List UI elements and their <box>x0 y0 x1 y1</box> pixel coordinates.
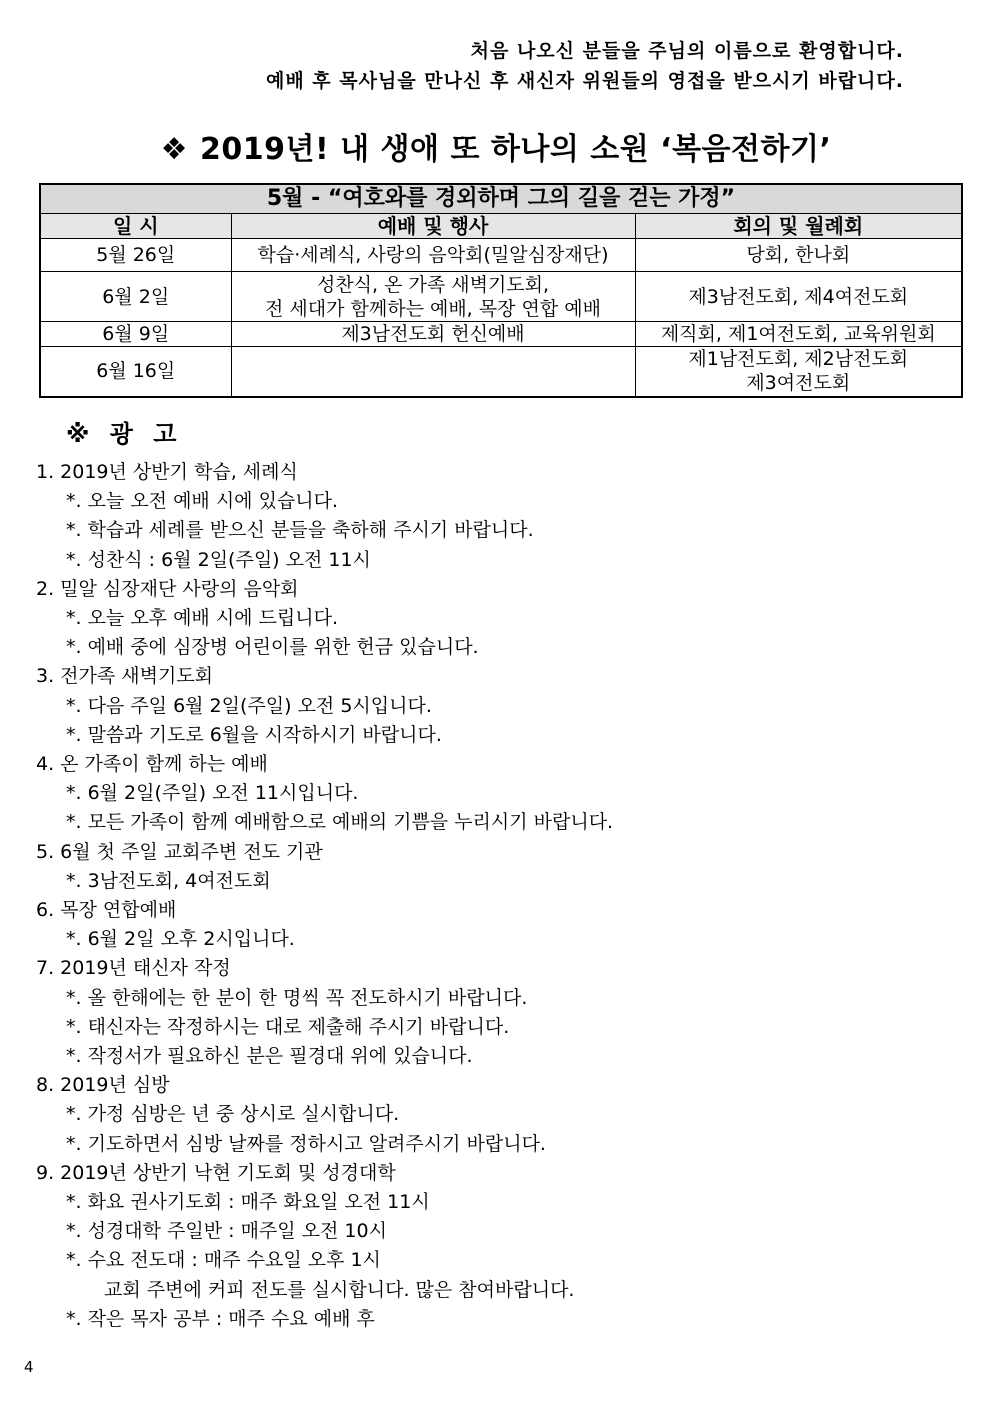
announcement-heading: 5. 6월 첫 주일 교회주변 전도 기관 <box>36 840 323 863</box>
row-meetings <box>635 239 962 272</box>
meeting-line: 제3남전도회, 제4여전도회 <box>688 285 909 308</box>
row-events <box>231 272 635 322</box>
announcement-item <box>36 575 966 663</box>
welcome-line-1: 처음 나오신 분들을 주님의 이름으로 환영합니다. <box>470 40 904 62</box>
meeting-line: 당회, 한나회 <box>746 244 851 266</box>
row-meetings <box>635 322 962 347</box>
announcement-detail: *. 오늘 오전 예배 시에 있습니다. <box>66 490 339 513</box>
announcement-item <box>36 458 966 575</box>
year-theme <box>0 124 992 168</box>
row-date: 6월 2일 <box>40 272 231 322</box>
event-line: 학습·세례식, 사랑의 음악회(밀알심장재단) <box>257 244 609 266</box>
announcement-heading: 3. 전가족 새벽기도회 <box>36 665 214 688</box>
announcements-list <box>36 458 966 1334</box>
event-line: 제3남전도회 헌신예배 <box>341 323 525 345</box>
diamond-bullet-icon: ❖ <box>160 132 189 167</box>
announcement-detail: *. 성찬식 : 6월 2일(주일) 오전 11시 <box>66 548 371 571</box>
announcement-detail: *. 기도하면서 심방 날짜를 정하시고 알려주시기 바랍니다. <box>66 1132 546 1155</box>
announcement-heading: 6. 목장 연합예배 <box>36 899 177 922</box>
announcement-item <box>36 1159 966 1334</box>
row-events <box>231 322 635 347</box>
row-meetings <box>635 347 962 397</box>
announcement-detail: *. 작은 목자 공부 : 매주 수요 예배 후 <box>66 1307 375 1330</box>
theme-title: 2019년! 내 생애 또 하나의 소원 ‘복음전하기’ <box>200 132 832 167</box>
announcement-detail: *. 6월 2일(주일) 오전 11시입니다. <box>66 782 359 805</box>
announcement-detail: *. 올 한해에는 한 분이 한 명씩 꼭 전도하시기 바랍니다. <box>66 986 528 1009</box>
announcement-item <box>36 896 966 954</box>
row-events <box>231 239 635 272</box>
announcement-detail: *. 성경대학 주일반 : 매주일 오전 10시 <box>66 1220 387 1243</box>
announcement-heading: 9. 2019년 상반기 낙현 기도회 및 성경대학 <box>36 1161 396 1184</box>
row-events <box>231 347 635 397</box>
welcome-line-2: 예배 후 목사님을 만나신 후 새신자 위원들의 영접을 받으시기 바랍니다. <box>265 70 904 92</box>
announcement-detail: *. 태신자는 작정하시는 대로 제출해 주시기 바랍니다. <box>66 1015 510 1038</box>
welcome-message <box>266 36 904 96</box>
announcement-detail: *. 오늘 오후 예배 시에 드립니다. <box>66 607 339 630</box>
event-line: 성찬식, 온 가족 새벽기도회, <box>316 273 550 296</box>
announcement-item <box>36 838 966 896</box>
header-date: 일 시 <box>40 214 231 239</box>
announcement-detail: *. 작정서가 필요하신 분은 필경대 위에 있습니다. <box>66 1045 473 1068</box>
announcement-heading: 2. 밀알 심장재단 사랑의 음악회 <box>36 577 299 600</box>
announcement-item <box>36 954 966 1071</box>
header-meetings: 회의 및 월례회 <box>635 214 962 239</box>
monthly-schedule-table <box>39 183 963 398</box>
announcement-detail: *. 말씀과 기도로 6월을 시작하시기 바랍니다. <box>66 723 442 746</box>
row-date: 6월 16일 <box>40 347 231 397</box>
announcement-detail: *. 6월 2일 오후 2시입니다. <box>66 928 295 951</box>
announcements-heading: ※ 광 고 <box>66 420 183 448</box>
announcement-detail: *. 수요 전도대 : 매주 수요일 오후 1시 <box>66 1249 381 1272</box>
announcement-detail: *. 3남전도회, 4여전도회 <box>66 869 271 892</box>
announcement-heading: 7. 2019년 태신자 작정 <box>36 957 231 980</box>
meeting-line: 제직회, 제1여전도회, 교육위원회 <box>660 323 936 345</box>
page-number: 4 <box>24 1358 34 1376</box>
announcement-heading: 1. 2019년 상반기 학습, 세례식 <box>36 461 298 483</box>
event-line: 전 세대가 함께하는 예배, 목장 연합 예배 <box>265 297 601 320</box>
announcement-detail: *. 모든 가족이 함께 예배함으로 예배의 기쁨을 누리시기 바랍니다. <box>66 811 614 834</box>
row-date: 6월 9일 <box>40 322 231 347</box>
schedule-month-title: 5월 - “여호와를 경외하며 그의 길을 걷는 가정” <box>40 184 962 214</box>
meeting-line: 제3여전도회 <box>746 372 851 395</box>
announcement-detail: *. 다음 주일 6월 2일(주일) 오전 5시입니다. <box>66 694 432 717</box>
announcement-detail: *. 화요 권사기도회 : 매주 화요일 오전 11시 <box>66 1191 430 1214</box>
announcement-detail: *. 예배 중에 심장병 어린이를 위한 헌금 있습니다. <box>66 636 479 659</box>
announcement-detail: 교회 주변에 커피 전도를 실시합니다. 많은 참여바랍니다. <box>104 1278 575 1301</box>
row-meetings <box>635 272 962 322</box>
row-date: 5월 26일 <box>40 239 231 272</box>
announcement-item <box>36 1071 966 1159</box>
header-events: 예배 및 행사 <box>231 214 635 239</box>
announcement-item <box>36 662 966 750</box>
announcement-heading: 8. 2019년 심방 <box>36 1074 170 1097</box>
announcement-detail: *. 가정 심방은 년 중 상시로 실시합니다. <box>66 1103 400 1126</box>
announcement-item <box>36 750 966 838</box>
announcement-detail: *. 학습과 세례를 받으신 분들을 축하해 주시기 바랍니다. <box>66 519 534 542</box>
meeting-line: 제1남전도회, 제2남전도회 <box>688 348 909 371</box>
announcement-heading: 4. 온 가족이 함께 하는 예배 <box>36 753 268 776</box>
